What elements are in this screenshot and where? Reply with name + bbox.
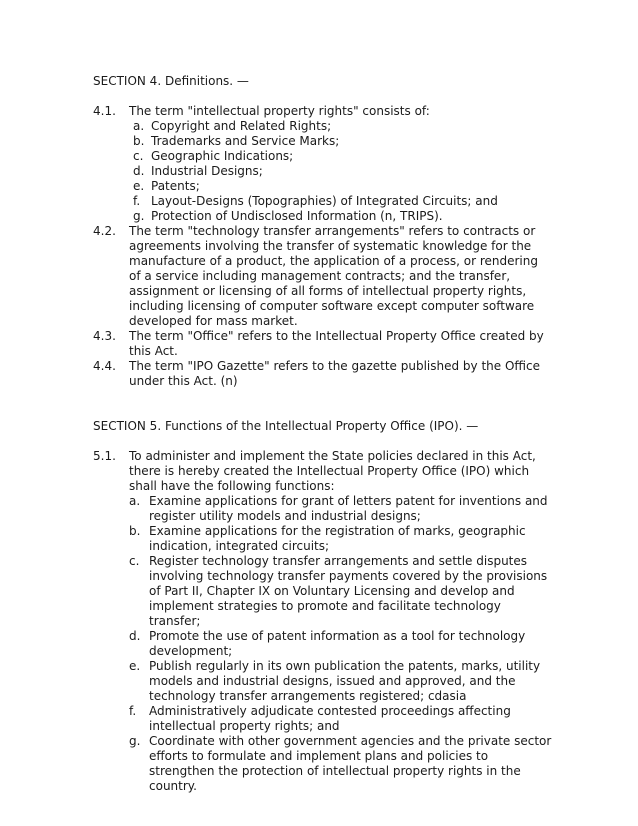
paragraph-number: 4.2. [93,224,116,238]
list-item [133,134,553,149]
list-item [129,494,553,524]
list-item [133,209,553,224]
paragraph-number: 5.1. [93,449,116,463]
paragraph-4-3 [93,329,553,359]
list-letter: b. [133,134,145,148]
paragraph-text: The term "technology transfer arrangements" refers to contracts or agreements involving the transfer of systematic knowledge for the manufacture of a product, the application of a process, or rendering of a service including management contracts; and the transfer, assignment or licensing of all forms of intellectual property rights, including licensing of computer software except computer software developed for mass market. [129,224,538,328]
list-letter: c. [133,149,144,163]
list-item-text: Examine applications for the registration of marks, geographic indication, integrated circuits; [149,524,526,553]
list-letter: e. [129,659,141,673]
section-5-heading: SECTION 5. Functions of the Intellectual Property Office (IPO). — [93,419,479,433]
list-item [133,119,553,134]
paragraph-text: To administer and implement the State policies declared in this Act, there is hereby created the Intellectual Property Office (IPO) which shall have the following functions: [129,449,536,493]
list-letter: g. [129,734,141,748]
list-letter: a. [129,494,141,508]
paragraph-4-4 [93,359,553,389]
list-letter: c. [129,554,140,568]
list-item-text: Administratively adjudicate contested proceedings affecting intellectual property rights; and [149,704,511,733]
list-item [133,164,553,179]
paragraph-text: The term "IPO Gazette" refers to the gazette published by the Office under this Act. (n) [129,359,540,388]
spacer [93,89,553,104]
paragraph-number: 4.3. [93,329,116,343]
definition-list [133,119,553,224]
list-item-text: Industrial Designs; [151,164,263,178]
list-item [133,194,553,209]
section-4-heading: SECTION 4. Definitions. — [93,74,249,88]
paragraph-number: 4.4. [93,359,116,373]
list-letter: f. [133,194,141,208]
list-item-text: Geographic Indications; [151,149,294,163]
list-item [129,629,553,659]
list-item [133,179,553,194]
list-item [129,659,553,704]
list-item-text: Examine applications for grant of letters patent for inventions and register utility models and industrial designs; [149,494,548,523]
list-letter: d. [133,164,145,178]
paragraph-number: 4.1. [93,104,116,118]
list-item [129,704,553,734]
list-item [129,554,553,629]
list-item [129,524,553,554]
list-letter: f. [129,704,137,718]
document-page [93,74,553,794]
paragraph-4-1 [93,104,553,224]
functions-list [129,494,553,794]
list-item-text: Promote the use of patent information as a tool for technology development; [149,629,526,658]
list-letter: a. [133,119,145,133]
list-item-text: Patents; [151,179,200,193]
list-item-text: Protection of Undisclosed Information (n, TRIPS). [151,209,443,223]
paragraph-4-2 [93,224,553,329]
list-letter: d. [129,629,141,643]
list-item-text: Trademarks and Service Marks; [151,134,340,148]
list-item-text: Copyright and Related Rights; [151,119,332,133]
list-item-text: Coordinate with other government agencies and the private sector efforts to formulate and implement plans and policies to strengthen the protection of intellectual property rights in the country. [149,734,552,793]
spacer [93,389,553,419]
list-letter: g. [133,209,145,223]
paragraph-text: The term "Office" refers to the Intellectual Property Office created by this Act. [129,329,544,358]
list-item [129,734,553,794]
list-item-text: Layout-Designs (Topographies) of Integrated Circuits; and [151,194,498,208]
paragraph-5-1 [93,449,553,794]
list-item-text: Publish regularly in its own publication the patents, marks, utility models and industrial designs, issued and approved, and the technology transfer arrangements registered; cdasia [149,659,541,703]
list-letter: b. [129,524,141,538]
paragraph-text: The term "intellectual property rights" consists of: [129,104,430,118]
list-item-text: Register technology transfer arrangements and settle disputes involving technology transfer payments covered by the provisions of Part II, Chapter IX on Voluntary Licensing and develop and implement strategies to promote and facilitate technology transfer; [149,554,548,628]
list-letter: e. [133,179,145,193]
spacer [93,434,553,449]
list-item [133,149,553,164]
